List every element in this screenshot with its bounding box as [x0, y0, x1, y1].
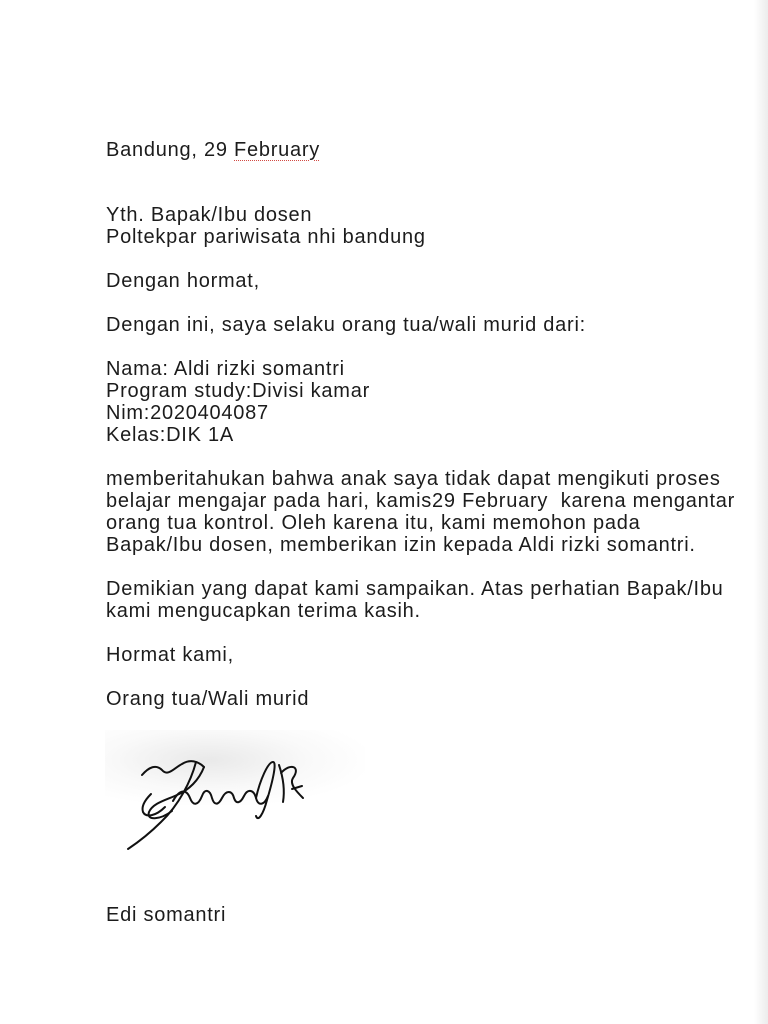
greeting: Dengan hormat,	[106, 270, 260, 292]
scan-edge-shadow	[754, 0, 768, 1024]
signer-name: Edi somantri	[106, 904, 227, 926]
student-program: Program study:Divisi kamar	[106, 380, 371, 402]
signature-stroke-descender	[128, 762, 196, 849]
closing-line-2: kami mengucapkan terima kasih.	[106, 600, 421, 622]
body-line-1: memberitahukan bahwa anak saya tidak dapat mengikuti proses	[106, 468, 721, 490]
body-line-2: belajar mengajar pada hari, kamis29 February karena mengantar	[106, 490, 736, 512]
signature-stroke-capital	[149, 767, 204, 818]
place-date	[106, 139, 320, 161]
place-date-prefix: Bandung, 29	[106, 139, 234, 161]
signature-stroke-ending	[279, 765, 303, 802]
recipient-line-1: Yth. Bapak/Ibu dosen	[106, 204, 313, 226]
closing-line-1: Demikian yang dapat kami sampaikan. Atas perhatian Bapak/Ibu	[106, 578, 724, 600]
place-date-month: February	[234, 139, 321, 161]
signature-stroke-body	[173, 791, 268, 804]
body-line-4: Bapak/Ibu dosen, memberikan izin kepada Aldi rizki somantri.	[106, 534, 696, 556]
student-name: Nama: Aldi rizki somantri	[106, 358, 345, 380]
recipient-line-2: Poltekpar pariwisata nhi bandung	[106, 226, 426, 248]
signature-stroke-loop	[256, 762, 275, 818]
salutation: Hormat kami,	[106, 644, 234, 666]
intro-line: Dengan ini, saya selaku orang tua/wali murid dari:	[106, 314, 586, 336]
signature-stroke-hook	[142, 794, 165, 815]
student-nim: Nim:2020404087	[106, 402, 269, 424]
handwritten-signature	[120, 740, 320, 860]
signer-role: Orang tua/Wali murid	[106, 688, 310, 710]
student-class: Kelas:DIK 1A	[106, 424, 234, 446]
body-line-3: orang tua kontrol. Oleh karena itu, kami memohon pada	[106, 512, 641, 534]
